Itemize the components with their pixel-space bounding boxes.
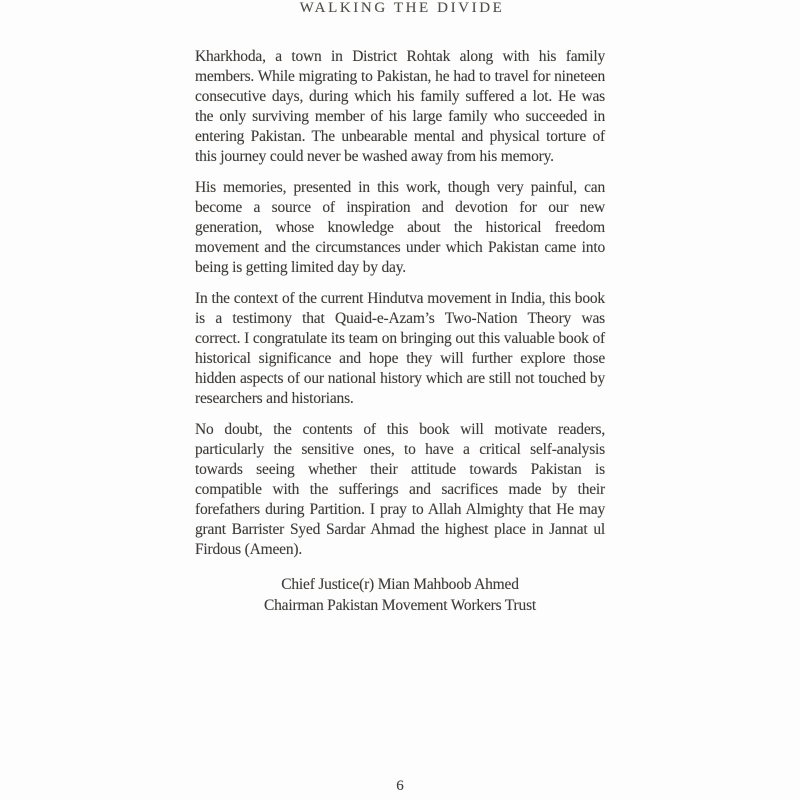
signature-name: Chief Justice(r) Mian Mahboob Ahmed — [281, 576, 519, 593]
paragraph-1: Kharkhoda, a town in District Rohtak along with his family members. While migrating to Pakistan, he had to travel for nineteen consecutive days, during which his family suffered a lot. He was the only surviving member of his large family who succeeded in entering Pakistan. The unbearable mental and physical torture of this journey could never be washed away from his memory. — [195, 48, 605, 165]
running-header: WALKING THE DIVIDE — [299, 0, 505, 16]
paragraph-4: No doubt, the contents of this book will motivate readers, particularly the sensitive ones, to have a critical self-analysis towards seeing whether their attitude towards Pakistan is compatible with the sufferings and sacrifices made by their forefathers during Partition. I pray to Allah Almighty that He may grant Barrister Syed Sardar Ahmad the highest place in Jannat ul Firdous (Ameen). — [195, 421, 605, 558]
page-number: 6 — [396, 778, 404, 794]
body-text — [195, 47, 605, 616]
signature-title: Chairman Pakistan Movement Workers Trust — [263, 597, 537, 614]
signature-block — [195, 574, 605, 616]
paragraph-2: His memories, presented in this work, though very painful, can become a source of inspiration and devotion for our new generation, whose knowledge about the historical freedom movement and the circumstances under which Pakistan came into being is getting limited day by day. — [195, 179, 605, 276]
paragraph-3: In the context of the current Hindutva movement in India, this book is a testimony that Quaid-e-Azam’s Two-Nation Theory was correct. I congratulate its team on bringing out this valuable book of historical significance and hope they will further explore those hidden aspects of our national history which are still not touched by researchers and historians. — [195, 290, 605, 407]
